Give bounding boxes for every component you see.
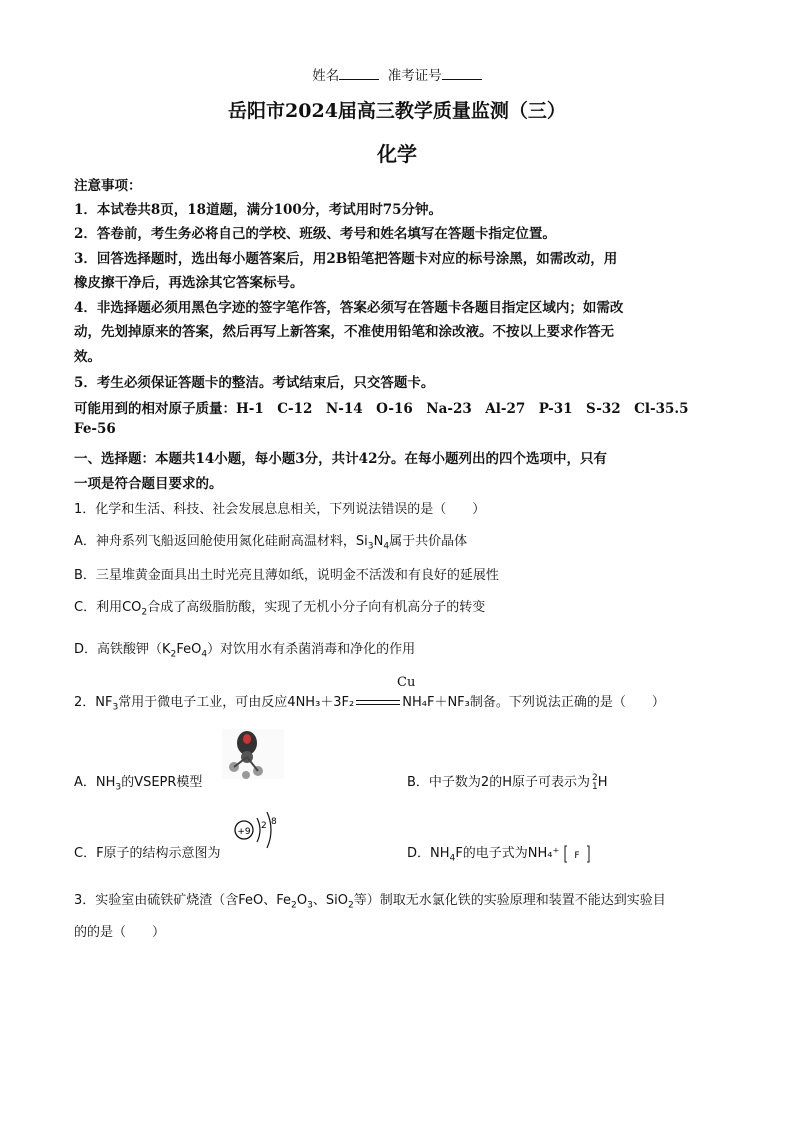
question-3-stem-line-1: 3．实验室由硫铁矿烧渣（含FeO、$Fe_2O_3$、SiO$_2$等）制取无水氯化铁的实验原理和装置不能达到实验目 [74, 893, 666, 911]
question-1-option-d[interactable]: D．高铁酸钾$(K_2FeO_4)$对饮用水有杀菌消毒和净化的作用 [74, 642, 416, 660]
shell-1-count: 2 [261, 821, 267, 831]
question-2-option-d[interactable]: D．$NH_4F$的电子式为NH₄⁺ F [407, 842, 590, 864]
reaction-condition: Cu [397, 675, 416, 690]
question-3-stem-line-2: 的的是（ ） [74, 925, 166, 940]
id-label: 准考证号 [387, 68, 442, 84]
vsepr-model-image [222, 729, 284, 779]
section-heading-line-2: 一项是符合题目要求的。 [74, 476, 223, 492]
question-1-option-c[interactable]: C．利用$CO_2$合成了高级脂肪酸，实现了无机小分子向有机高分子的转变 [74, 600, 486, 618]
note-5: 5．考生必须保证答题卡的整洁。考试结束后，只交答题卡。 [74, 375, 435, 391]
question-2-option-b[interactable]: B．中子数为2的H原子可表示为 2 1 H [407, 772, 608, 792]
id-blank[interactable] [442, 79, 482, 80]
atomic-mass-line-1: 可能用到的相对原子质量：H-1 C-12 N-14 O-16 Na-23 Al-27 P-31 S-32 Cl-35.5 [74, 401, 689, 417]
name-label: 姓名 [312, 68, 340, 84]
fluorine-structure-image [233, 808, 283, 854]
note-4-line-1: 4．非选择题必须用黑色字迹的签字笔作答，答案必须写在答题卡各题目指定区域内；如需改 [74, 300, 624, 316]
question-2-option-a[interactable]: A．$NH_3$的VSEPR模型 [74, 775, 203, 793]
subject-title: 化学 [377, 142, 417, 166]
exam-title: 岳阳市2024届高三教学质量监测（三） [228, 100, 566, 122]
svg-text:F: F [573, 850, 580, 861]
nucleus-label: +9 [237, 827, 251, 837]
section-heading-line-1: 一、选择题：本题共14小题，每小题3分，共计42分。在每小题列出的四个选项中，只有 [74, 451, 607, 467]
note-2: 2．答卷前，考生务必将自己的学校、班级、考号和姓名填写在答题卡指定位置。 [74, 226, 556, 242]
question-1-option-a[interactable]: A．神舟系列飞船返回舱使用氮化硅耐高温材料，$Si_3N_4$属于共价晶体 [74, 534, 468, 552]
candidate-info [0, 64, 794, 84]
note-3-line-1: 3．回答选择题时，选出每小题答案后，用2B铅笔把答题卡对应的标号涂黑，如需改动，用 [74, 251, 618, 267]
fluoride-electron-formula-icon [564, 844, 590, 864]
note-1: 1．本试卷共8页，18道题，满分100分，考试用时75分钟。 [74, 202, 443, 218]
question-2-stem: 2．$NF_3$常用于微电子工业，可由反应4NH₃＋3F₂ NH₄F＋NF₃制备。下列说法正确的是（ ） [74, 695, 665, 713]
note-4-line-3: 效。 [74, 349, 101, 365]
nuclide-symbol: 2 1 [591, 772, 598, 792]
atomic-mass-line-2: Fe-56 [74, 421, 116, 437]
question-1-stem: 1．化学和生活、科技、社会发展息息相关，下列说法错误的是（ ） [74, 502, 486, 517]
reaction-arrow [356, 698, 400, 708]
question-1-option-b[interactable]: B．三星堆黄金面具出土时光亮且薄如纸，说明金不活泼和有良好的延展性 [74, 568, 499, 583]
name-blank[interactable] [339, 79, 379, 80]
shell-2-count: 8 [271, 817, 277, 827]
notes-heading: 注意事项： [74, 178, 142, 194]
note-3-line-2: 橡皮擦干净后，再选涂其它答案标号。 [74, 275, 304, 291]
question-2-option-c[interactable]: C．F原子的结构示意图为 [74, 846, 221, 861]
note-4-line-2: 动，先划掉原来的答案，然后再写上新答案，不准使用铅笔和涂改液。不按以上要求作答无 [74, 324, 614, 340]
